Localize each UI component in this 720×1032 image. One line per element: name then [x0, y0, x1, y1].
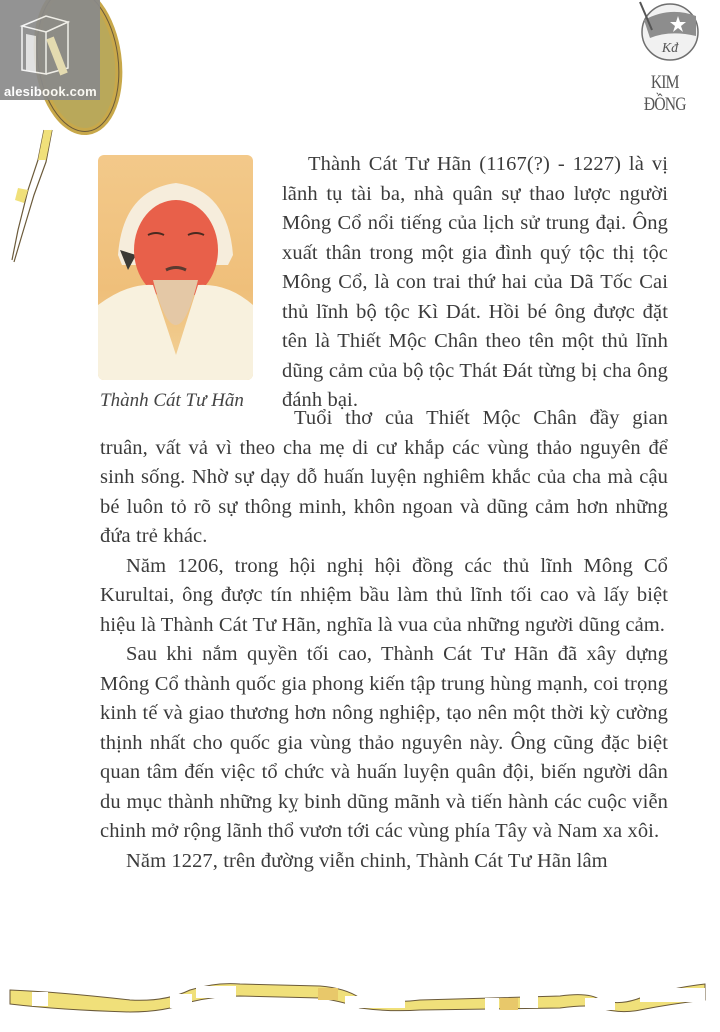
article-intro — [282, 150, 668, 416]
watermark — [0, 0, 100, 100]
paragraph: Tuổi thơ của Thiết Mộc Chân đầy gian truân, vất vả vì theo cha mẹ di cư khắp các vùng thảo nguyên để sinh sống. Nhờ sự dạy dỗ huấn luyện nghiêm khắc của cha mà cậu bé luôn tỏ rõ sự thông minh, khôn ngoan và dũng cảm hơn những đứa trẻ khác. — [100, 407, 668, 547]
figure-caption: Thành Cát Tư Hãn — [100, 390, 244, 411]
decorative-border-band — [0, 980, 720, 1020]
publisher-name: KIM ĐỒNG — [643, 72, 686, 115]
paragraph: Năm 1206, trong hội nghị hội đồng các thủ lĩnh Mông Cổ Kurultai, ông được tín nhiệm bầu làm thủ lĩnh tối cao và lấy biệt hiệu là Thành Cát Tư Hãn, nghĩa là vua của những người dũng cảm. — [100, 554, 668, 636]
svg-text:Kđ: Kđ — [661, 41, 679, 56]
book-icon — [16, 14, 74, 76]
watermark-site: alesibook.com — [4, 84, 97, 99]
kim-dong-logo-icon — [630, 0, 710, 100]
paragraph: Năm 1227, trên đường viễn chinh, Thành Cát Tư Hãn lâm — [126, 849, 608, 872]
paragraph: Thành Cát Tư Hãn (1167(?) - 1227) là vị lãnh tụ tài ba, nhà quân sự thao lược người Mông Cổ nổi tiếng của lịch sử trung đại. Ông xuất thân trong một gia đình quý tộc thị tộc Mông Cổ, là con trai thứ hai của Dã Tốc Cai thủ lĩnh bộ tộc Kì Dát. Hồi bé ông được đặt tên là Thiết Mộc Chân theo tên một thủ lĩnh dũng cảm của bộ tộc Thát Đát từng bị cha ông đánh bại. — [282, 153, 668, 411]
article-body — [100, 404, 668, 876]
paragraph: Sau khi nắm quyền tối cao, Thành Cát Tư Hãn đã xây dựng Mông Cổ thành quốc gia phong kiến tập trung hùng mạnh, coi trọng kinh tế và giao thương hơn nông nghiệp, tạo nên một thời kỳ cường thịnh nhất cho quốc gia vùng thảo nguyên này. Ông cũng đặc biệt quan tâm đến việc tổ chức và huấn luyện quân đội, biến người dân du mục thành những kỵ binh dũng mãnh và tiến hành các cuộc viễn chinh mở rộng lãnh thổ vươn tới các vùng phía Tây và Nam xa xôi. — [100, 643, 668, 842]
